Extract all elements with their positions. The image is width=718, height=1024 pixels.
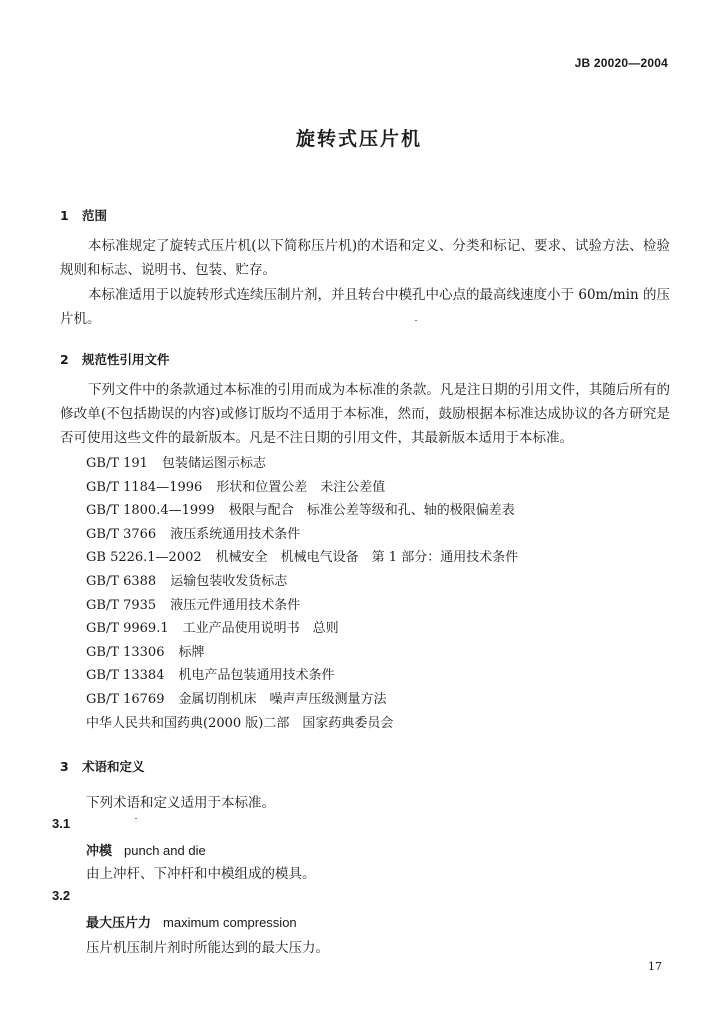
reference-item: [86, 688, 518, 712]
term-name: [86, 912, 297, 931]
reference-title: 液压元件通用技术条件: [170, 597, 301, 613]
section-1-paragraph-1: 本标准规定了旋转式压片机(以下简称压片机)的术语和定义、分类和标记、要求、试验方法、检验规则和标志、说明书、包装、贮存。: [60, 238, 670, 278]
section-title: 术语和定义: [82, 759, 145, 774]
term-name-en: maximum compression: [163, 915, 297, 930]
reference-code: GB/T 191: [86, 456, 148, 471]
term-name: [86, 840, 206, 859]
term-name-zh: 冲模: [86, 844, 113, 859]
reference-title: 中华人民共和国药典(2000 版)二部 国家药典委员会: [86, 715, 394, 731]
term-name-zh: 最大压片力: [86, 916, 152, 931]
reference-title: 包装储运图示标志: [161, 456, 266, 471]
section-2-heading: [60, 350, 170, 368]
section-2-paragraph-1: 下列文件中的条款通过本标准的引用而成为本标准的条款。凡是注日期的引用文件，其随后所有的修改单(不包括勘误的内容)或修订版均不适用于本标准，然而，鼓励根据本标准达成协议的各方研究是否可使用这些文件的最新版本。凡是不注日期的引用文件，其最新版本适用于本标准。: [60, 382, 670, 446]
reference-title: 液压系统通用技术条件: [170, 526, 301, 542]
reference-code: GB/T 1184—1996: [86, 479, 203, 495]
reference-item: [86, 476, 518, 500]
term-number: 3.2: [52, 888, 71, 903]
scan-speck: [415, 320, 417, 321]
term-definition: 压片机压制片剂时所能达到的最大压力。: [86, 940, 329, 956]
section-3-intro: 下列术语和定义适用于本标准。: [86, 795, 275, 811]
normative-reference-list: [86, 452, 518, 735]
reference-item: [86, 712, 518, 736]
reference-title: 运输包装收发货标志: [170, 573, 288, 589]
reference-title: 极限与配合 标准公差等级和孔、轴的极限偏差表: [228, 503, 515, 519]
reference-item: [86, 499, 518, 523]
section-1-paragraph-2: 本标准适用于以旋转形式连续压制片剂，并且转台中模孔中心点的最高线速度小于 60m/min 的压片机。: [60, 287, 670, 327]
reference-code: GB/T 3766: [86, 526, 157, 542]
reference-item: [86, 523, 518, 547]
reference-code: GB/T 13306: [86, 644, 165, 660]
section-title: 规范性引用文件: [82, 352, 170, 367]
section-number: 3: [60, 759, 69, 774]
document-title: 旋转式压片机: [295, 128, 422, 150]
reference-code: GB/T 1800.4—1999: [86, 503, 215, 519]
reference-title: 金属切削机床 噪声声压级测量方法: [178, 691, 387, 707]
section-1-heading: [60, 206, 107, 224]
reference-code: GB/T 9969.1: [86, 621, 169, 637]
section-number: 2: [60, 352, 69, 367]
section-title: 范围: [82, 208, 108, 223]
scan-speck: [135, 818, 137, 819]
reference-title: 机械安全 机械电气设备 第 1 部分：通用技术条件: [215, 550, 519, 566]
reference-item: [86, 570, 518, 594]
reference-item: [86, 594, 518, 618]
reference-item: [86, 452, 518, 476]
section-number: 1: [60, 208, 69, 223]
reference-title: 机电产品包装通用技术条件: [178, 668, 335, 684]
reference-code: GB/T 16769: [86, 691, 165, 707]
page-number: 17: [648, 960, 662, 973]
reference-title: 工业产品使用说明书 总则: [182, 621, 339, 637]
term-number: 3.1: [52, 816, 71, 831]
standard-code: JB 20020—2004: [574, 56, 668, 70]
reference-code: GB/T 13384: [86, 668, 165, 684]
reference-item: [86, 641, 518, 665]
term-definition: 由上冲杆、下冲杆和中模组成的模具。: [86, 866, 316, 882]
reference-code: GB/T 7935: [86, 597, 157, 613]
reference-title: 形状和位置公差 未注公差值: [216, 479, 386, 495]
reference-code: GB/T 6388: [86, 573, 157, 589]
section-3-heading: [60, 757, 145, 775]
reference-code: GB 5226.1—2002: [86, 550, 202, 566]
reference-item: [86, 546, 518, 570]
reference-title: 标牌: [178, 644, 205, 660]
term-name-en: punch and die: [124, 843, 206, 858]
reference-item: [86, 664, 518, 688]
reference-item: [86, 617, 518, 641]
